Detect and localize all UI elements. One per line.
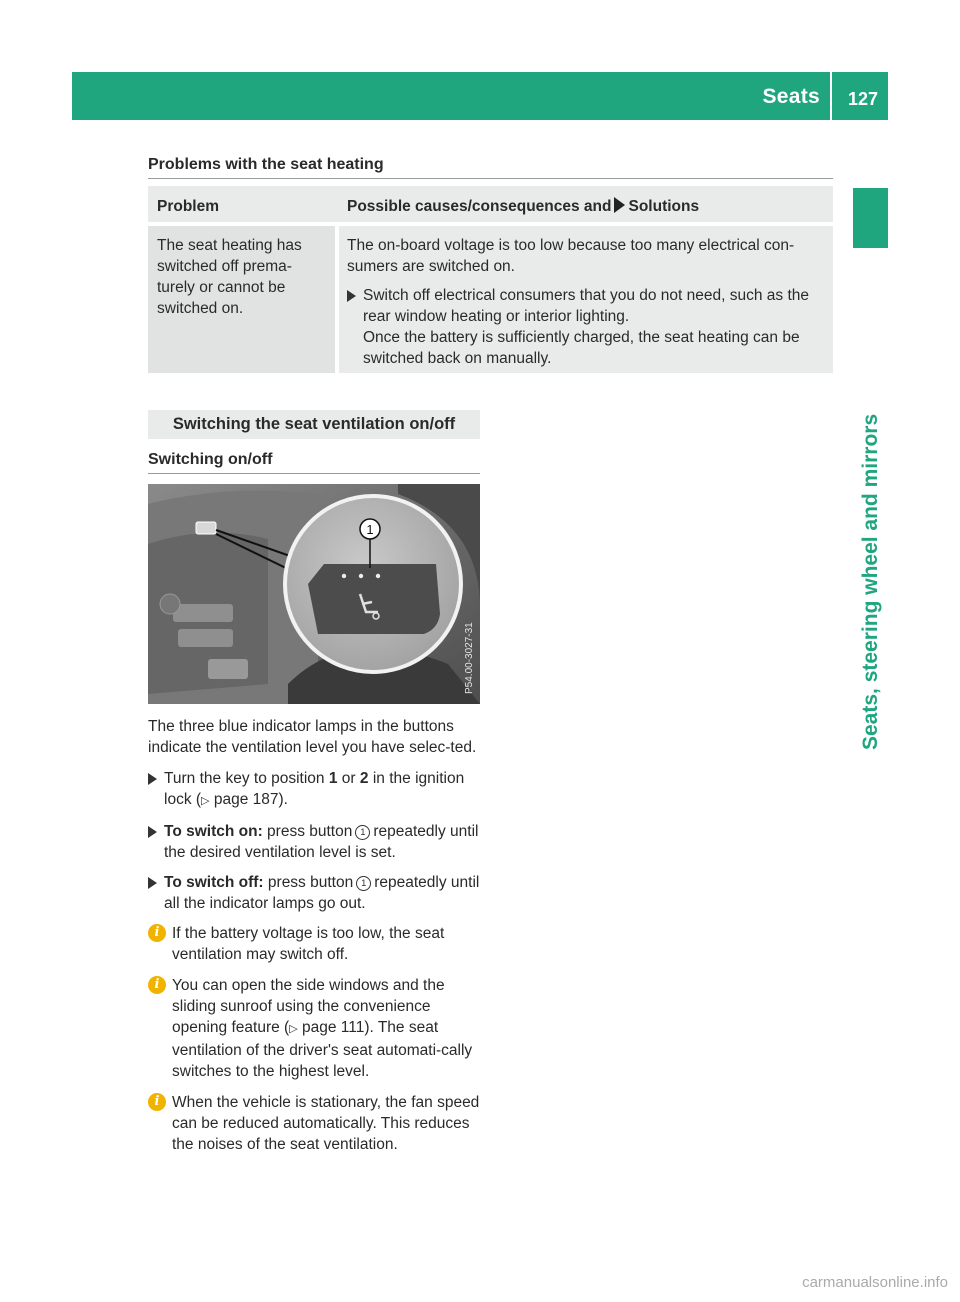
- ventilation-figure: [148, 484, 480, 704]
- solution-cell: [339, 226, 833, 373]
- ventilation-instructions: [148, 716, 484, 1165]
- step-text: press button: [267, 823, 353, 840]
- page-reference-link[interactable]: page 187: [213, 791, 279, 808]
- info-note: [148, 975, 484, 1082]
- cause-text: The on-board voltage is too low because too many electrical con-sumers are switched on.: [347, 237, 795, 275]
- step-text: press button: [267, 874, 354, 891]
- header-bar: [72, 72, 888, 120]
- info-text: You can open the side windows and the sliding sunroof using the convenience opening feature (: [172, 977, 445, 1036]
- header-section-title: Seats: [762, 85, 820, 108]
- figure-callout-number: 1: [366, 522, 374, 537]
- info-text: If the battery voltage is too low, the seat ventilation may switch off.: [172, 925, 445, 963]
- instruction-step: [148, 872, 484, 914]
- column-solutions-suffix: Solutions: [628, 198, 700, 215]
- arrow-icon: [148, 768, 164, 812]
- arrow-icon: [347, 285, 363, 369]
- ventilation-section-title: Switching the seat ventilation on/off: [148, 410, 480, 439]
- key-position-2: 2: [359, 770, 369, 787]
- step-text: in the ignition lock (: [164, 770, 465, 808]
- step-lead: To switch on:: [164, 823, 263, 840]
- info-icon: i: [148, 976, 166, 994]
- info-note: [148, 1092, 484, 1155]
- ventilation-subtitle: Switching on/off: [148, 451, 273, 468]
- instruction-step: [148, 821, 484, 863]
- info-icon: i: [148, 924, 166, 942]
- side-tab-marker: [853, 188, 888, 248]
- step-text: Turn the key to position: [164, 770, 325, 787]
- problems-table: [148, 186, 833, 373]
- page-reference-icon: ▷: [201, 795, 210, 807]
- page-reference-icon: ▷: [289, 1023, 298, 1035]
- column-solutions-prefix: Possible causes/consequences and: [347, 198, 612, 215]
- button-number-icon: 1: [356, 876, 371, 891]
- page-number: 127: [847, 89, 878, 109]
- arrow-icon: [614, 197, 625, 213]
- page-reference-link[interactable]: page 111: [301, 1019, 365, 1036]
- column-problem: Problem: [157, 198, 220, 215]
- header-separator: [830, 72, 832, 120]
- problem-text: The seat heating has switched off prema-turely or cannot be switched on.: [157, 237, 302, 317]
- arrow-icon: [148, 872, 164, 914]
- side-tab: [853, 257, 888, 752]
- problem-cell: [148, 226, 335, 373]
- column-solutions: [339, 186, 699, 222]
- dashboard-illustration: [148, 484, 480, 704]
- table-row: [148, 226, 833, 373]
- watermark: carmanualsonline.info: [802, 1274, 948, 1291]
- step-text: ).: [278, 791, 288, 808]
- info-text: ). The seat ventilation of the driver's seat automati-cally switches to the highest level.: [172, 1019, 473, 1080]
- step-lead: To switch off:: [164, 874, 264, 891]
- problems-title: Problems with the seat heating: [148, 156, 384, 173]
- step-text: repeatedly until the desired ventilation level is set.: [164, 823, 479, 861]
- title-divider: [148, 178, 833, 179]
- solution-step: [347, 285, 827, 369]
- side-tab-label: Seats, steering wheel and mirrors: [859, 413, 882, 750]
- info-icon: i: [148, 1093, 166, 1111]
- figure-code: P54.00-3027-31: [464, 622, 475, 694]
- step-note: Once the battery is sufficiently charged, the seat heating can be switched back on manually.: [363, 329, 800, 367]
- info-text: When the vehicle is stationary, the fan speed can be reduced automatically. This reduces the noises of the seat ventilation.: [172, 1094, 480, 1153]
- info-note: [148, 923, 484, 965]
- instruction-step: [148, 768, 484, 812]
- step-text: or: [341, 770, 356, 787]
- step-text: repeatedly until all the indicator lamps go out.: [164, 874, 480, 912]
- subtitle-divider: [148, 473, 480, 474]
- button-number-icon: 1: [355, 825, 370, 840]
- ventilation-intro: The three blue indicator lamps in the buttons indicate the ventilation level you have selec-ted.: [148, 718, 477, 756]
- table-header: [148, 186, 833, 222]
- key-position-1: 1: [328, 770, 338, 787]
- arrow-icon: [148, 821, 164, 863]
- step-text: Switch off electrical consumers that you do not need, such as the rear window heating or interior lighting.: [363, 287, 810, 325]
